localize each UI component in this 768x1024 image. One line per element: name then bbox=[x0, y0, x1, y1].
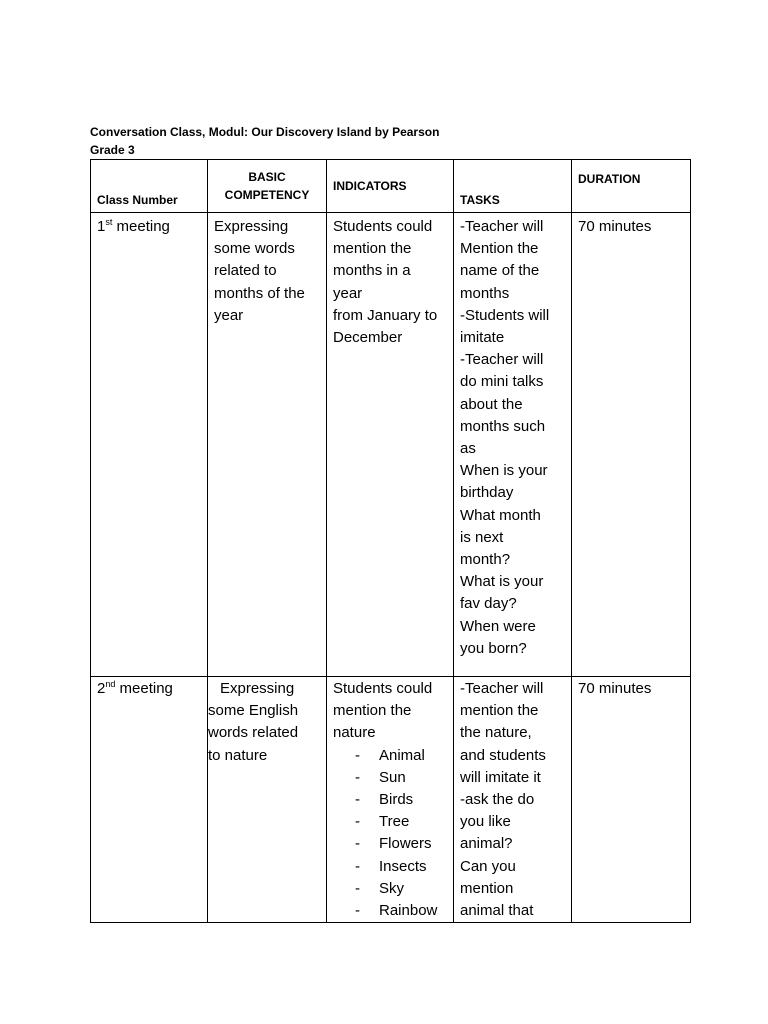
list-item-label: Sky bbox=[379, 879, 405, 897]
list-dash: - bbox=[355, 835, 360, 853]
task-line: is next bbox=[460, 528, 504, 546]
header-basic-line1: BASIC bbox=[248, 170, 286, 184]
indicators-cell bbox=[327, 213, 454, 677]
class-number-ordinal: st bbox=[105, 217, 113, 227]
class-number-suffix: meeting bbox=[112, 218, 170, 235]
indicator-line: Students could bbox=[333, 680, 433, 697]
indicators-cell bbox=[327, 677, 454, 923]
list-item-label: Sun bbox=[379, 768, 406, 786]
class-number-ordinal: nd bbox=[105, 679, 116, 689]
task-line: -Teacher will bbox=[460, 680, 544, 697]
competency-line: year bbox=[214, 306, 244, 324]
table-row bbox=[91, 213, 691, 677]
list-item-label: Flowers bbox=[379, 835, 432, 853]
task-line: What is your bbox=[460, 573, 544, 591]
task-line: Mention the bbox=[460, 240, 539, 258]
task-line: birthday bbox=[460, 484, 514, 502]
competency-line: Expressing bbox=[220, 680, 295, 697]
class-number: 1 bbox=[97, 218, 106, 235]
indicator-line: from January to bbox=[333, 306, 438, 324]
list-item bbox=[355, 789, 447, 811]
task-line: -Students will bbox=[460, 306, 550, 324]
class-number-cell bbox=[91, 677, 208, 923]
task-line: will imitate it bbox=[460, 768, 541, 786]
list-item bbox=[355, 833, 447, 855]
task-line: -Teacher will bbox=[460, 218, 544, 235]
task-line: the nature, bbox=[460, 724, 532, 742]
header-duration: DURATION bbox=[572, 160, 691, 213]
task-line: you born? bbox=[460, 639, 527, 657]
list-dash: - bbox=[355, 902, 360, 920]
task-line: about the bbox=[460, 395, 523, 413]
task-line: do mini talks bbox=[460, 373, 544, 391]
indicator-line: months in a bbox=[333, 262, 411, 280]
competency-line: to nature bbox=[208, 746, 268, 764]
task-line: When were bbox=[460, 617, 536, 635]
task-line: as bbox=[460, 440, 476, 458]
list-item-label: Animal bbox=[379, 746, 425, 764]
document-title: Conversation Class, Modul: Our Discovery Island by Pearson bbox=[90, 125, 440, 139]
list-item-label: Insects bbox=[379, 857, 427, 875]
task-line: animal that bbox=[460, 902, 534, 920]
task-line: months such bbox=[460, 417, 546, 435]
class-number-cell bbox=[91, 213, 208, 677]
competency-cell bbox=[208, 213, 327, 677]
indicator-line: year bbox=[333, 284, 363, 302]
class-number-suffix: meeting bbox=[115, 680, 173, 697]
task-line: month? bbox=[460, 551, 511, 569]
task-line: months bbox=[460, 284, 510, 302]
header-tasks: TASKS bbox=[454, 160, 572, 213]
header-class-number: Class Number bbox=[91, 160, 208, 213]
task-line: you like bbox=[460, 813, 511, 831]
lesson-plan-table bbox=[90, 159, 691, 923]
indicator-line: mention the bbox=[333, 240, 412, 258]
list-item bbox=[355, 767, 447, 789]
list-dash: - bbox=[355, 879, 360, 897]
list-item bbox=[355, 856, 447, 878]
task-line: When is your bbox=[460, 462, 548, 480]
competency-line: Expressing bbox=[214, 218, 289, 235]
table-row bbox=[91, 677, 691, 923]
task-line: What month bbox=[460, 506, 541, 524]
indicator-line: December bbox=[333, 329, 403, 347]
list-item bbox=[355, 878, 447, 900]
list-item-label: Rainbow bbox=[379, 902, 438, 920]
task-line: mention the bbox=[460, 702, 539, 720]
list-item-label: Birds bbox=[379, 791, 414, 809]
task-line: imitate bbox=[460, 329, 505, 347]
indicator-line: nature bbox=[333, 724, 376, 742]
task-line: -ask the do bbox=[460, 791, 535, 809]
class-number: 2 bbox=[97, 680, 106, 697]
grade-label: Grade 3 bbox=[90, 143, 135, 157]
header-basic-competency bbox=[208, 160, 327, 213]
header-indicators: INDICATORS bbox=[327, 160, 454, 213]
list-item bbox=[355, 900, 447, 922]
list-item-label: Tree bbox=[379, 813, 410, 831]
task-line: mention bbox=[460, 879, 514, 897]
list-item bbox=[355, 811, 447, 833]
task-line: and students bbox=[460, 746, 546, 764]
competency-line: some words bbox=[214, 240, 295, 258]
indicator-line: mention the bbox=[333, 702, 412, 720]
duration-cell: 70 minutes bbox=[572, 677, 691, 923]
nature-list bbox=[333, 745, 447, 923]
list-dash: - bbox=[355, 813, 360, 831]
task-line: animal? bbox=[460, 835, 513, 853]
competency-line: some English bbox=[208, 702, 299, 720]
competency-line: words related bbox=[208, 724, 299, 742]
tasks-cell bbox=[454, 213, 572, 677]
list-dash: - bbox=[355, 857, 360, 875]
competency-cell bbox=[208, 677, 327, 923]
list-item bbox=[355, 745, 447, 767]
header-row bbox=[91, 160, 691, 213]
competency-line: related to bbox=[214, 262, 277, 280]
task-line: Can you bbox=[460, 857, 516, 875]
indicator-line: Students could bbox=[333, 218, 433, 235]
header-basic-line2: COMPETENCY bbox=[224, 188, 310, 202]
list-dash: - bbox=[355, 791, 360, 809]
task-line: -Teacher will bbox=[460, 351, 544, 369]
list-dash: - bbox=[355, 746, 360, 764]
task-line: name of the bbox=[460, 262, 540, 280]
tasks-cell bbox=[454, 677, 572, 923]
competency-line: months of the bbox=[214, 284, 305, 302]
task-line: fav day? bbox=[460, 595, 517, 613]
duration-cell: 70 minutes bbox=[572, 213, 691, 677]
list-dash: - bbox=[355, 768, 360, 786]
